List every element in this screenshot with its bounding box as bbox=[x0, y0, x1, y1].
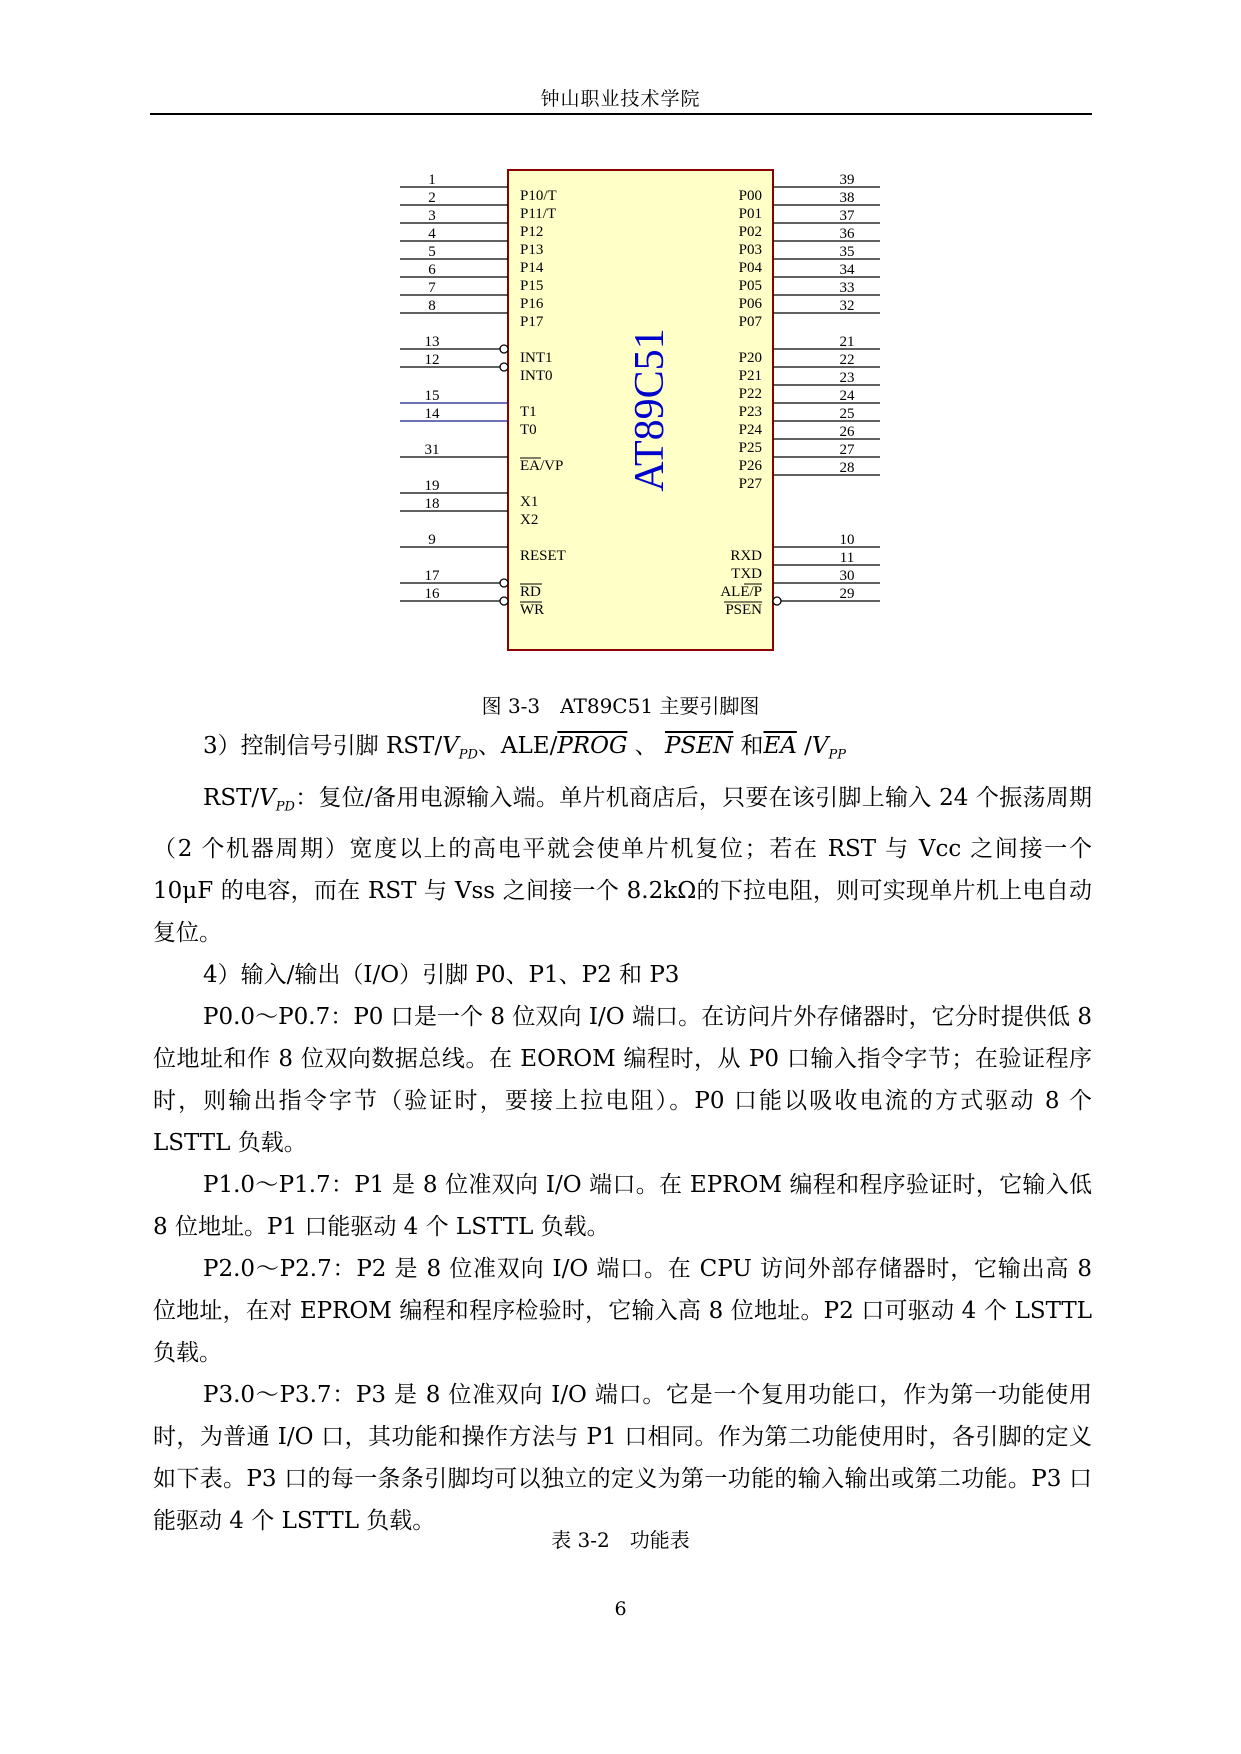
pin-number: 4 bbox=[428, 226, 436, 242]
pin-label: T0 bbox=[520, 422, 537, 438]
pin-label: X2 bbox=[520, 512, 539, 528]
p2-paragraph: P2.0～P2.7：P2 是 8 位准双向 I/O 端口。在 CPU 访问外部存储器时，它输出高 8 位地址，在对 EPROM 编程和程序检验时，它输入高 8 位地址。P2 口可驱动 4 个 LSTTL 负载。 bbox=[153, 1256, 1092, 1367]
pin-label: P21 bbox=[738, 368, 762, 384]
pin-number: 25 bbox=[839, 406, 855, 422]
p3-paragraph: P3.0～P3.7：P3 是 8 位准双向 I/O 端口。它是一个复用功能口，作为第一功能使用时，为普通 I/O 口，其功能和操作方法与 P1 口相同。作为第二功能使用时，各引脚的定义如下表。P3 口的每一条条引脚均可以独立的定义为第一功能的输入输出或第二功能。P3 口能驱动 4 个 LSTTL 负载。 bbox=[153, 1382, 1092, 1535]
p1-paragraph: P1.0～P1.7：P1 是 8 位准双向 I/O 端口。在 EPROM 编程和程序验证时，它输入低 8 位地址。P1 口能驱动 4 个 LSTTL 负载。 bbox=[153, 1172, 1092, 1241]
pin-label: P24 bbox=[738, 422, 762, 438]
pin-number: 36 bbox=[839, 226, 855, 242]
pin-number: 22 bbox=[839, 352, 855, 368]
inversion-bubble bbox=[500, 597, 508, 605]
pin-label: P25 bbox=[738, 440, 762, 456]
pin-number: 18 bbox=[424, 496, 440, 512]
pin-number: 15 bbox=[424, 388, 440, 404]
pin-label: EA/VP bbox=[520, 458, 564, 474]
pin-label: P07 bbox=[738, 314, 762, 330]
pin-number: 21 bbox=[839, 334, 855, 350]
pin-number: 6 bbox=[428, 262, 436, 278]
pin-number: 16 bbox=[424, 586, 440, 602]
pin-number: 34 bbox=[839, 262, 855, 278]
pin-label: P26 bbox=[738, 458, 762, 474]
pin-number: 14 bbox=[424, 406, 440, 422]
pin-label: P02 bbox=[738, 224, 762, 240]
pin-label: P14 bbox=[520, 260, 544, 276]
pin-label: P23 bbox=[738, 404, 762, 420]
pin-number: 12 bbox=[424, 352, 440, 368]
pin-number: 10 bbox=[839, 532, 855, 548]
pin-number: 5 bbox=[428, 244, 436, 260]
pin-number: 19 bbox=[424, 478, 440, 494]
pin-label: P03 bbox=[738, 242, 762, 258]
pin-number: 2 bbox=[428, 190, 436, 206]
pin-label: P11/T bbox=[520, 206, 557, 222]
pin-label: P13 bbox=[520, 242, 544, 258]
p0-paragraph: P0.0～P0.7：P0 口是一个 8 位双向 I/O 端口。在访问片外存储器时，它分时提供低 8 位地址和作 8 位双向数据总线。在 EOROM 编程时，从 P0 口输入指令字节；在验证程序时，则输出指令字节（验证时，要接上拉电阻）。P0 口能以吸收电流的方式驱动 8 个 LSTTL 负载。 bbox=[153, 1004, 1092, 1157]
pin-label: P15 bbox=[520, 278, 544, 294]
inversion-bubble bbox=[500, 363, 508, 371]
pin-label: P16 bbox=[520, 296, 544, 312]
pin-label: TXD bbox=[731, 566, 762, 582]
pin-label: PSEN bbox=[725, 602, 762, 618]
page-header: 钟山职业技术学院 bbox=[540, 88, 701, 110]
heading-io-pins: 4）输入/输出（I/O）引脚 P0、P1、P2 和 P3 bbox=[203, 962, 680, 989]
pin-label: RESET bbox=[520, 548, 566, 564]
pin-number: 38 bbox=[839, 190, 855, 206]
inversion-bubble bbox=[500, 345, 508, 353]
pin-number: 39 bbox=[839, 172, 855, 188]
pin-label: P06 bbox=[738, 296, 762, 312]
pin-number: 17 bbox=[424, 568, 440, 584]
pin-label: X1 bbox=[520, 494, 539, 510]
pin-number: 3 bbox=[428, 208, 436, 224]
pin-label: WR bbox=[520, 602, 545, 618]
pin-label: P05 bbox=[738, 278, 762, 294]
pin-label: RD bbox=[520, 584, 541, 600]
body-text bbox=[153, 725, 1092, 1542]
pin-number: 31 bbox=[424, 442, 440, 458]
pin-number: 26 bbox=[839, 424, 855, 440]
pin-number: 13 bbox=[424, 334, 440, 350]
right-pins bbox=[720, 172, 880, 618]
pin-number: 32 bbox=[839, 298, 855, 314]
pin-label: P27 bbox=[738, 476, 762, 492]
pin-number: 35 bbox=[839, 244, 855, 260]
pin-number: 9 bbox=[428, 532, 436, 548]
pin-number: 30 bbox=[839, 568, 855, 584]
table-caption: 表 3-2 功能表 bbox=[551, 1528, 690, 1552]
pin-label: T1 bbox=[520, 404, 537, 420]
figure-caption: 图 3-3 AT89C51 主要引脚图 bbox=[481, 694, 760, 718]
rst-paragraph: RST/$V_{PD}$：复位/备用电源输入端。单片机商店后，只要在该引脚上输入 24 个振荡周期（2 个机器周期）宽度以上的高电平就会使单片机复位；若在 RST 与 Vcc 之间接一个 10μF 的电容，而在 RST 与 Vss 之间接一个 8.2kΩ的下拉电阻，则可实现单片机上电自动复位。 bbox=[153, 784, 1092, 947]
pin-number: 37 bbox=[839, 208, 855, 224]
heading-control-pins: 3）控制信号引脚 RST/$V_{PD}$、ALE/PROG 、 PSEN 和$\overline{EA}$ $/V_{PP}$ bbox=[203, 733, 847, 763]
header-rule bbox=[150, 113, 1092, 115]
pin-diagram bbox=[400, 160, 880, 670]
pin-label: ALE/P bbox=[720, 584, 762, 600]
pin-label: P00 bbox=[738, 188, 762, 204]
pin-label: P22 bbox=[738, 386, 762, 402]
pin-label: P20 bbox=[738, 350, 762, 366]
pin-number: 27 bbox=[839, 442, 855, 458]
pin-number: 33 bbox=[839, 280, 855, 296]
pin-label: P10/T bbox=[520, 188, 557, 204]
pin-label: P01 bbox=[738, 206, 762, 222]
pin-label: INT0 bbox=[520, 368, 553, 384]
pin-number: 24 bbox=[839, 388, 855, 404]
pin-label: P04 bbox=[738, 260, 762, 276]
pin-label: P12 bbox=[520, 224, 544, 240]
pin-number: 1 bbox=[428, 172, 436, 188]
pin-label: RXD bbox=[730, 548, 762, 564]
page-number: 6 bbox=[614, 1598, 627, 1620]
inversion-bubble bbox=[500, 579, 508, 587]
pin-number: 8 bbox=[428, 298, 436, 314]
pin-number: 11 bbox=[839, 550, 855, 566]
pin-label: P17 bbox=[520, 314, 544, 330]
pin-label: INT1 bbox=[520, 350, 553, 366]
inversion-bubble bbox=[773, 597, 781, 605]
pin-number: 23 bbox=[839, 370, 855, 386]
pin-number: 28 bbox=[839, 460, 855, 476]
pin-number: 7 bbox=[428, 280, 436, 296]
pin-number: 29 bbox=[839, 586, 855, 602]
chip-name: AT89C51 bbox=[627, 328, 673, 492]
